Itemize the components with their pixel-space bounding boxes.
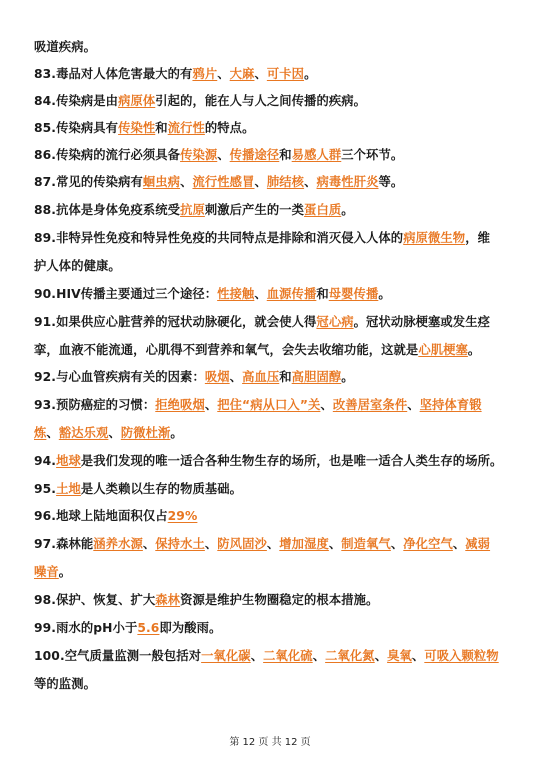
- line-text: 、: [229, 370, 243, 384]
- line-text: 。: [378, 287, 391, 301]
- answer-keyword: 5.6: [137, 621, 160, 635]
- line-text: 83.毒品对人体危害最大的有: [34, 67, 193, 81]
- text-line: [34, 423, 183, 441]
- line-text: 、: [312, 649, 326, 663]
- line-text: 挛，血液不能流通，心肌得不到营养和氧气，会失去收缩功能，这就是: [34, 343, 419, 357]
- answer-keyword: 29%: [167, 509, 198, 523]
- line-text: 86.传染病的流行必须具备: [34, 148, 181, 162]
- line-text: 。冠状动脉梗塞或发生痉: [353, 315, 490, 329]
- answer-keyword: 心肌梗塞: [418, 343, 468, 357]
- line-text: 和: [316, 287, 329, 301]
- line-text: 的特点。: [204, 121, 255, 135]
- line-text: 、: [108, 426, 121, 440]
- answer-keyword: 蛋白质: [304, 203, 342, 217]
- answer-keyword: 肺结核: [266, 175, 305, 189]
- text-line: [34, 284, 391, 302]
- text-line: [34, 646, 499, 664]
- line-text: 是我们发现的唯一适合各种生物生存的场所，也是唯一适合人类生存的场所。: [80, 454, 503, 468]
- line-text: 、: [250, 649, 264, 663]
- line-text: 等的监测。: [34, 677, 96, 691]
- line-text: 、: [254, 67, 267, 81]
- line-text: 、: [452, 537, 466, 551]
- answer-keyword: 传染性: [118, 121, 156, 135]
- answer-keyword: 流行性感冒: [192, 175, 255, 189]
- line-text: 护人体的健康。: [34, 259, 121, 273]
- answer-keyword: 高血压: [242, 370, 280, 384]
- line-text: 92.与心血管疾病有关的因素：: [34, 370, 205, 384]
- line-text: 。: [467, 343, 481, 357]
- text-line: [34, 145, 403, 163]
- answer-keyword: 炼: [34, 426, 47, 440]
- line-text: 89.非特异性免疫和特异性免疫的共同特点是排除和消灭侵入人体的: [34, 231, 404, 245]
- text-line: [34, 37, 96, 55]
- answer-keyword: 制造氧气: [341, 537, 391, 551]
- line-text: 90.HIV传播主要通过三个途径：: [34, 287, 218, 301]
- answer-keyword: 二氧化硫: [263, 649, 313, 663]
- line-text: 、: [180, 175, 193, 189]
- answer-keyword: 母婴传播: [328, 287, 379, 301]
- line-text: 吸道疾病。: [34, 40, 96, 54]
- answer-keyword: 大麻: [229, 67, 255, 81]
- answer-keyword: 可吸入颗粒物: [424, 649, 499, 663]
- text-line: [34, 91, 366, 109]
- line-text: 96.地球上陆地面积仅占: [34, 509, 168, 523]
- line-text: 94.: [34, 454, 57, 468]
- line-text: 和: [279, 148, 292, 162]
- line-text: 87.常见的传染病有: [34, 175, 143, 189]
- answer-keyword: 血源传播: [266, 287, 317, 301]
- line-text: 是人类赖以生存的物质基础。: [80, 482, 243, 496]
- line-text: 91.如果供应心脏营养的冠状动脉硬化，就会使人得: [34, 315, 317, 329]
- answer-keyword: 坚持体育锻: [419, 398, 482, 412]
- line-text: 、: [266, 537, 280, 551]
- answer-keyword: 流行性: [167, 121, 205, 135]
- answer-keyword: 防风固沙: [217, 537, 267, 551]
- line-text: 、: [217, 148, 230, 162]
- answer-keyword: 鸦片: [192, 67, 218, 81]
- answer-keyword: 防微杜渐: [120, 426, 171, 440]
- answer-keyword: 可卡因: [266, 67, 305, 81]
- line-text: 、: [374, 649, 388, 663]
- text-line: [34, 256, 121, 274]
- answer-keyword: 冠心病: [316, 315, 354, 329]
- line-text: 、: [407, 398, 420, 412]
- answer-keyword: 臭氧: [387, 649, 412, 663]
- text-line: [34, 367, 354, 385]
- line-text: 、: [328, 537, 342, 551]
- line-text: 99.雨水的pH小于: [34, 621, 138, 635]
- answer-keyword: 拒绝吸烟: [155, 398, 205, 412]
- answer-keyword: 土地: [56, 482, 81, 496]
- line-text: 、: [142, 537, 156, 551]
- text-line: [34, 200, 354, 218]
- answer-keyword: 吸烟: [204, 370, 230, 384]
- answer-keyword: 病毒性肝炎: [316, 175, 379, 189]
- line-text: 。: [58, 565, 72, 579]
- answer-keyword: 把住“病从口入”关: [217, 398, 321, 412]
- answer-keyword: 高胆固醇: [291, 370, 342, 384]
- line-text: 等。: [378, 175, 404, 189]
- line-text: 88.抗体是身体免疫系统受: [34, 203, 181, 217]
- answer-keyword: 传播途径: [229, 148, 280, 162]
- line-text: 、: [46, 426, 59, 440]
- line-text: 。: [341, 370, 354, 384]
- answer-keyword: 病原微生物: [403, 231, 466, 245]
- line-text: 97.森林能: [34, 537, 94, 551]
- answer-keyword: 病原体: [118, 94, 156, 108]
- answer-keyword: 地球: [56, 454, 81, 468]
- text-line: [34, 618, 221, 636]
- line-text: 、: [390, 537, 404, 551]
- text-line: [34, 534, 490, 552]
- answer-keyword: 涵养水源: [93, 537, 143, 551]
- line-text: 、: [204, 398, 218, 412]
- line-text: 。: [170, 426, 183, 440]
- line-text: ，维: [465, 231, 490, 245]
- line-text: 三个环节。: [341, 148, 404, 162]
- text-line: [34, 172, 403, 190]
- line-text: 。: [304, 67, 317, 81]
- line-text: 95.: [34, 482, 57, 496]
- line-text: 和: [279, 370, 292, 384]
- answer-keyword: 改善居室条件: [332, 398, 408, 412]
- line-text: 、: [254, 287, 267, 301]
- text-line: [34, 118, 254, 136]
- answer-keyword: 森林: [155, 593, 181, 607]
- line-text: 、: [254, 175, 267, 189]
- text-line: [34, 451, 502, 469]
- line-text: 84.传染病是由: [34, 94, 119, 108]
- line-text: 、: [304, 175, 317, 189]
- line-text: 98.保护、恢复、扩大: [34, 593, 156, 607]
- text-line: [34, 64, 316, 82]
- text-line: [34, 340, 480, 358]
- answer-keyword: 传染源: [180, 148, 218, 162]
- text-line: [34, 395, 482, 413]
- answer-keyword: 豁达乐观: [58, 426, 109, 440]
- line-text: 、: [204, 537, 218, 551]
- text-line: [34, 506, 197, 524]
- text-line: [34, 479, 242, 497]
- text-line: [34, 562, 71, 580]
- line-text: 85.传染病具有: [34, 121, 119, 135]
- text-line: [34, 228, 490, 246]
- answer-keyword: 易感人群: [291, 148, 342, 162]
- line-text: 。: [341, 203, 354, 217]
- line-text: 100.空气质量监测一般包括对: [34, 649, 202, 663]
- answer-keyword: 增加湿度: [279, 537, 329, 551]
- answer-keyword: 一氧化碳: [201, 649, 251, 663]
- line-text: 、: [320, 398, 333, 412]
- answer-keyword: 噪音: [34, 565, 59, 579]
- answer-keyword: 抗原: [180, 203, 205, 217]
- answer-keyword: 二氧化氮: [325, 649, 375, 663]
- line-text: 、: [411, 649, 425, 663]
- line-text: 即为酸雨。: [159, 621, 222, 635]
- text-line: [34, 590, 378, 608]
- line-text: 、: [217, 67, 230, 81]
- line-text: 93.预防癌症的习惯：: [34, 398, 156, 412]
- answer-keyword: 保持水土: [155, 537, 205, 551]
- answer-keyword: 蛔虫病: [142, 175, 181, 189]
- page-footer: 第 12 页 共 12 页: [229, 737, 311, 748]
- text-line: [34, 674, 96, 692]
- line-text: 资源是维护生物圈稳定的根本措施。: [180, 593, 379, 607]
- text-line: [34, 312, 490, 330]
- line-text: 和: [155, 121, 168, 135]
- answer-keyword: 减弱: [465, 537, 491, 551]
- answer-keyword: 净化空气: [403, 537, 453, 551]
- line-text: 刺激后产生的一类: [204, 203, 305, 217]
- answer-keyword: 性接触: [217, 287, 255, 301]
- line-text: 引起的，能在人与人之间传播的疾病。: [155, 94, 367, 108]
